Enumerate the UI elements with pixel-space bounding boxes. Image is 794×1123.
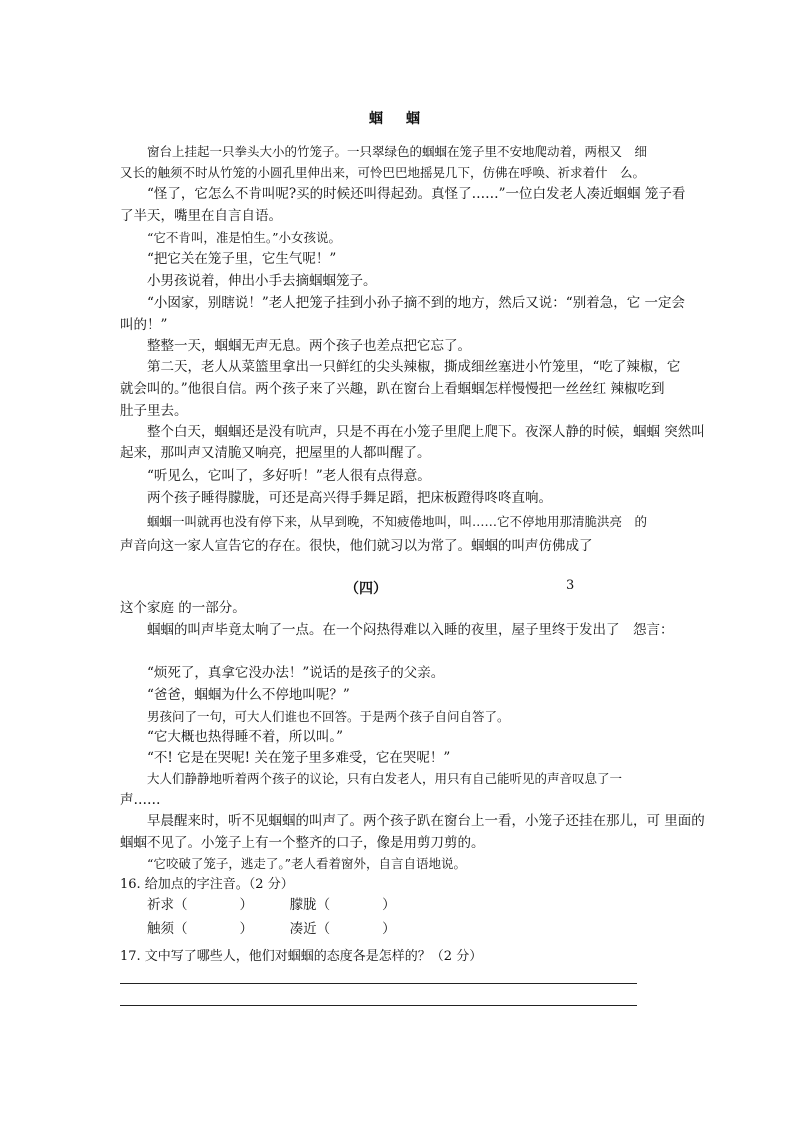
paragraph-line: “小囡家，别瞎说！”老人把笼子挂到小孙子摘不到的地方，然后又说：“别着急，它 一定会	[147, 295, 685, 311]
pinyin-item-label: 朦胧（	[289, 897, 331, 913]
paragraph-line: 两个孩子睡得朦胧，可还是高兴得手舞足蹈，把床板蹬得咚咚直响。	[147, 490, 552, 506]
paragraph-line: “怪了，它怎么不肯叫呢?买的时候还叫得起劲。真怪了……”一位白发老人凑近蝈蝈 笼子看	[147, 186, 686, 202]
paragraph-line: 蝈蝈不见了。小笼子上有一个整齐的口子，像是用剪刀剪的。	[120, 835, 485, 851]
page-title	[369, 108, 421, 128]
pinyin-item-label: 凑近（	[289, 921, 331, 937]
paragraph-line: “爸爸，蝈蝈为什么不停地叫呢？”	[147, 687, 350, 703]
paragraph-line: “它不肯叫，准是怕生。”小女孩说。	[147, 230, 342, 245]
title-char-2: 蝈	[406, 111, 421, 127]
paragraph-line: 第二天，老人从菜篮里拿出一只鲜红的尖头辣椒，撕成细丝塞进小竹笼里，“吃了辣椒，它	[147, 359, 681, 375]
paragraph-line: “不! 它是在哭呢! 关在笼子里多难受，它在哭呢！”	[147, 750, 451, 766]
pinyin-item-row: 触须（ ） 凑近（ ）	[147, 921, 396, 937]
paragraph-line: “把它关在笼子里，它生气呢！”	[147, 251, 337, 267]
paragraph-line: 男孩问了一句，可大人们谁也不回答。于是两个孩子自问自答了。	[147, 709, 510, 724]
paragraph-line: 整个白天，蝈蝈还是没有吭声，只是不再在小笼子里爬上爬下。夜深人静的时候，蝈蝈 突然叫	[147, 424, 705, 440]
paragraph-line: 肚子里去。	[120, 403, 188, 419]
paragraph-line: 起来，那叫声又清脆又响亮，把屋里的人都叫醒了。	[120, 445, 431, 461]
answer-line[interactable]	[120, 983, 637, 984]
question-16: 16. 给加点的字注音。（2 分）	[120, 877, 294, 892]
paragraph-line: “听见么，它叫了，多好听！”老人很有点得意。	[147, 468, 431, 484]
paragraph-line: “它咬破了笼子，逃走了。”老人看着窗外，自言自语地说。	[147, 856, 467, 871]
pinyin-item-row: 祈求（ ） 朦胧（ ）	[147, 897, 396, 913]
title-char-1: 蝈	[369, 111, 384, 127]
paragraph-line: 就会叫的。”他很自信。两个孩子来了兴趣，趴在窗台上看蝈蝈怎样慢慢把一丝丝红 辣椒吃到	[120, 381, 665, 397]
paragraph-line: 整整一天，蝈蝈无声无息。两个孩子也差点把它忘了。	[147, 338, 471, 354]
section-label: （四）	[345, 581, 387, 597]
paragraph-line: 大人们静静地听着两个孩子的议论，只有白发老人，用只有自己能听见的声音叹息了一	[147, 771, 623, 786]
paragraph-line: 蝈蝈一叫就再也没有停下来，从早到晚，不知疲倦地叫，叫……它不停地用那清脆洪亮 的	[147, 514, 648, 529]
paragraph-line: 声音向这一家人宣告它的存在。很快，他们就习以为常了。蝈蝈的叫声仿佛成了	[120, 538, 593, 554]
pinyin-item-label: 祈求（	[147, 897, 188, 913]
paragraph-line: “它大概也热得睡不着，所以叫。”	[147, 729, 344, 745]
answer-line[interactable]	[120, 1005, 637, 1006]
paragraph-line: 小男孩说着，伸出小手去摘蝈蝈笼子。	[147, 273, 377, 289]
paragraph-line: “烦死了，真拿它没办法！”说话的是孩子的父亲。	[147, 665, 445, 681]
paragraph-line: 窗台上挂起一只拳头大小的竹笼子。一只翠绿色的蝈蝈在笼子里不安地爬动着，两根又 细	[147, 144, 648, 159]
paragraph-line: 声……	[120, 792, 161, 808]
paragraph-line: 又长的触须不时从竹笼的小圆孔里伸出来，可怜巴巴地摇晃几下，仿佛在呼唤、祈求着什 么。	[120, 165, 646, 180]
paragraph-line: 这个家庭 的一部分。	[120, 600, 246, 616]
paragraph-line: 蝈蝈的叫声毕竟太响了一点。在一个闷热得难以入睡的夜里，屋子里终于发出了 怨言：	[147, 622, 674, 638]
page-number: 3	[566, 578, 575, 593]
paragraph-line: 叫的！”	[120, 317, 168, 333]
paragraph-line: 早晨醒来时，听不见蝈蝈的叫声了。两个孩子趴在窗台上一看，小笼子还挂在那儿，可 里面的	[147, 813, 705, 829]
question-17: 17. 文中写了哪些人，他们对蝈蝈的态度各是怎样的？（2 分）	[120, 949, 483, 964]
paragraph-line: 了半天，嘴里在自言自语。	[120, 208, 282, 224]
pinyin-item-label: 触须（	[147, 921, 188, 937]
